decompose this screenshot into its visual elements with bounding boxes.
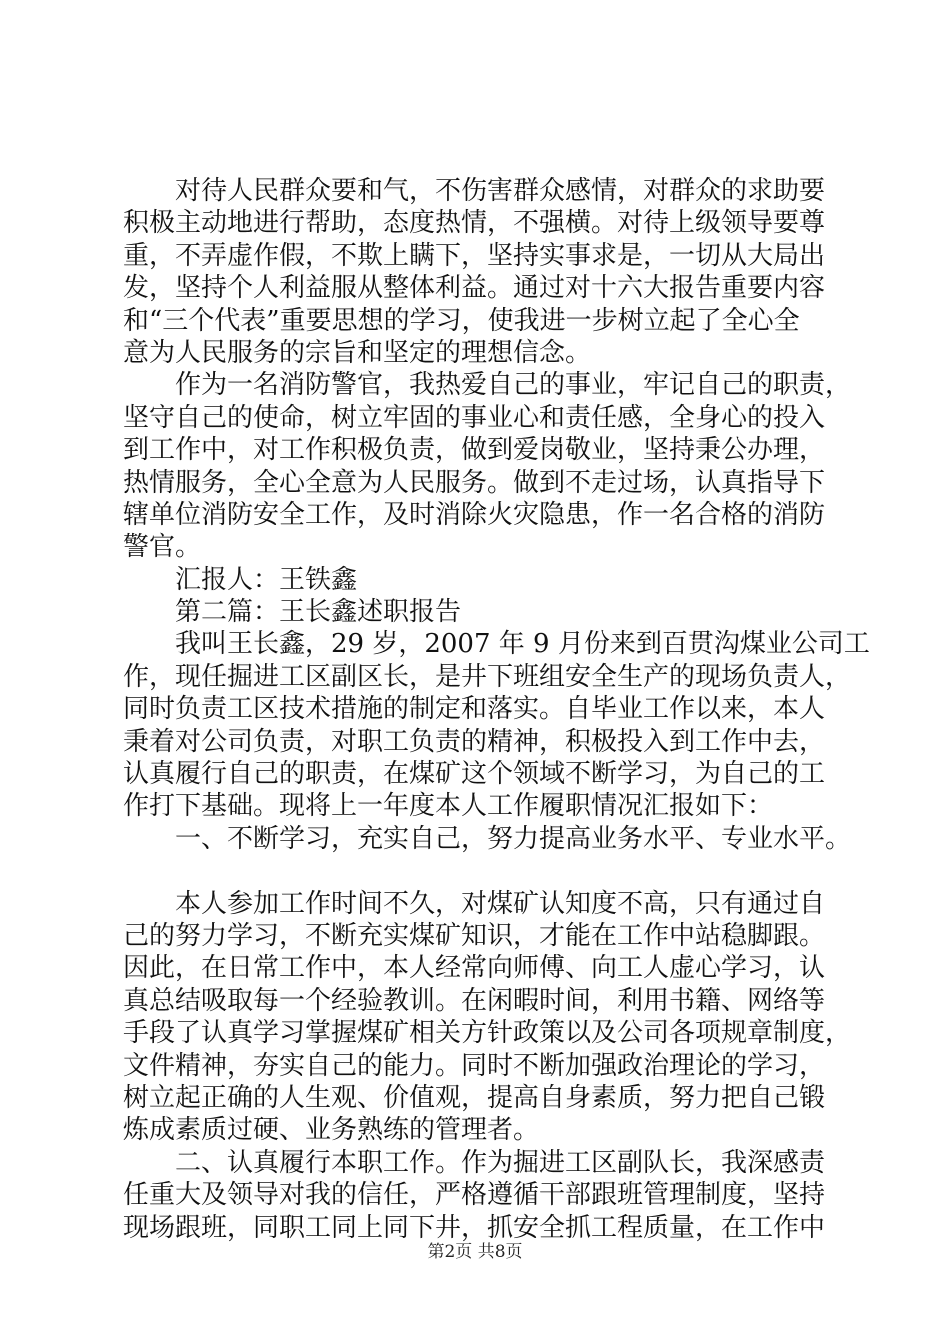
text-line: 作打下基础。现将上一年度本人工作履职情况汇报如下： — [123, 791, 774, 822]
blank-line — [123, 855, 843, 887]
text-line: 发，坚持个人利益服从整体利益。通过对十六大报告重要内容 — [123, 273, 826, 304]
text-line: 本人参加工作时间不久，对煤矿认知度不高，只有通过自 — [123, 888, 826, 919]
text-line: 任重大及领导对我的信任，严格遵循干部跟班管理制度，坚持 — [123, 1180, 826, 1211]
text-line: 现场跟班，同职工同上同下井，抓安全抓工程质量，在工作中 — [123, 1212, 826, 1243]
text-line: 树立起正确的人生观、价值观，提高自身素质，努力把自己锻 — [123, 1082, 826, 1113]
signature-line: 汇报人：王铁鑫 — [123, 564, 358, 595]
text-line: 重，不弄虚作假，不欺上瞒下，坚持实事求是，一切从大局出 — [123, 240, 826, 271]
subheading-line: 一、不断学习，充实自己，努力提高业务水平、专业水平。 — [123, 823, 852, 854]
section-heading: 第二篇：王长鑫述职报告 — [123, 597, 462, 628]
text-line: 积极主动地进行帮助，态度热情，不强横。对待上级领导要尊 — [123, 208, 826, 239]
text-line: 意为人民服务的宗旨和坚定的理想信念。 — [123, 337, 592, 368]
text-line: 文件精神，夯实自己的能力。同时不断加强政治理论的学习， — [123, 1050, 826, 1081]
text-line: 秉着对公司负责，对职工负责的精神，积极投入到工作中去， — [123, 726, 826, 757]
text-line: 手段了认真学习掌握煤矿相关方针政策以及公司各项规章制度， — [123, 1018, 852, 1049]
text-line: 警官。 — [123, 532, 202, 563]
text-line: 认真履行自己的职责，在煤矿这个领域不断学习，为自己的工 — [123, 759, 826, 790]
text-line: 真总结吸取每一个经验教训。在闲暇时间，利用书籍、网络等 — [123, 985, 826, 1016]
body-text — [123, 175, 870, 1244]
text-line: 己的努力学习，不断充实煤矿知识，才能在工作中站稳脚跟。 — [123, 920, 826, 951]
text-line: 作，现任掘进工区副区长，是井下班组安全生产的现场负责人， — [123, 661, 852, 692]
text-line: 坚守自己的使命，树立牢固的事业心和责任感，全身心的投入 — [123, 402, 826, 433]
text-line: 对待人民群众要和气，不伤害群众感情，对群众的求助要 — [123, 176, 826, 206]
page-footer: 第2页 共8页 — [427, 1242, 523, 1262]
text-line: 同时负责工区技术措施的制定和落实。自毕业工作以来，本人 — [123, 694, 826, 725]
text-line: 作为一名消防警官，我热爱自己的事业，牢记自己的职责， — [123, 370, 852, 401]
text-line: 热情服务，全心全意为人民服务。做到不走过场，认真指导下 — [123, 467, 826, 498]
text-line: 因此，在日常工作中，本人经常向师傅、向工人虚心学习，认 — [123, 953, 826, 984]
text-line: 二、认真履行本职工作。作为掘进工区副队长，我深感责 — [123, 1147, 826, 1178]
text-line: 辖单位消防安全工作，及时消除火灾隐患，作一名合格的消防 — [123, 499, 826, 530]
text-line: 我叫王长鑫，29 岁，2007 年 9 月份来到百贯沟煤业公司工 — [123, 629, 870, 660]
text-line: 和“三个代表”重要思想的学习，使我进一步树立起了全心全 — [123, 305, 800, 336]
text-line: 炼成素质过硬、业务熟练的管理者。 — [123, 1115, 540, 1146]
text-line: 到工作中，对工作积极负责，做到爱岗敬业，坚持秉公办理， — [123, 435, 826, 466]
